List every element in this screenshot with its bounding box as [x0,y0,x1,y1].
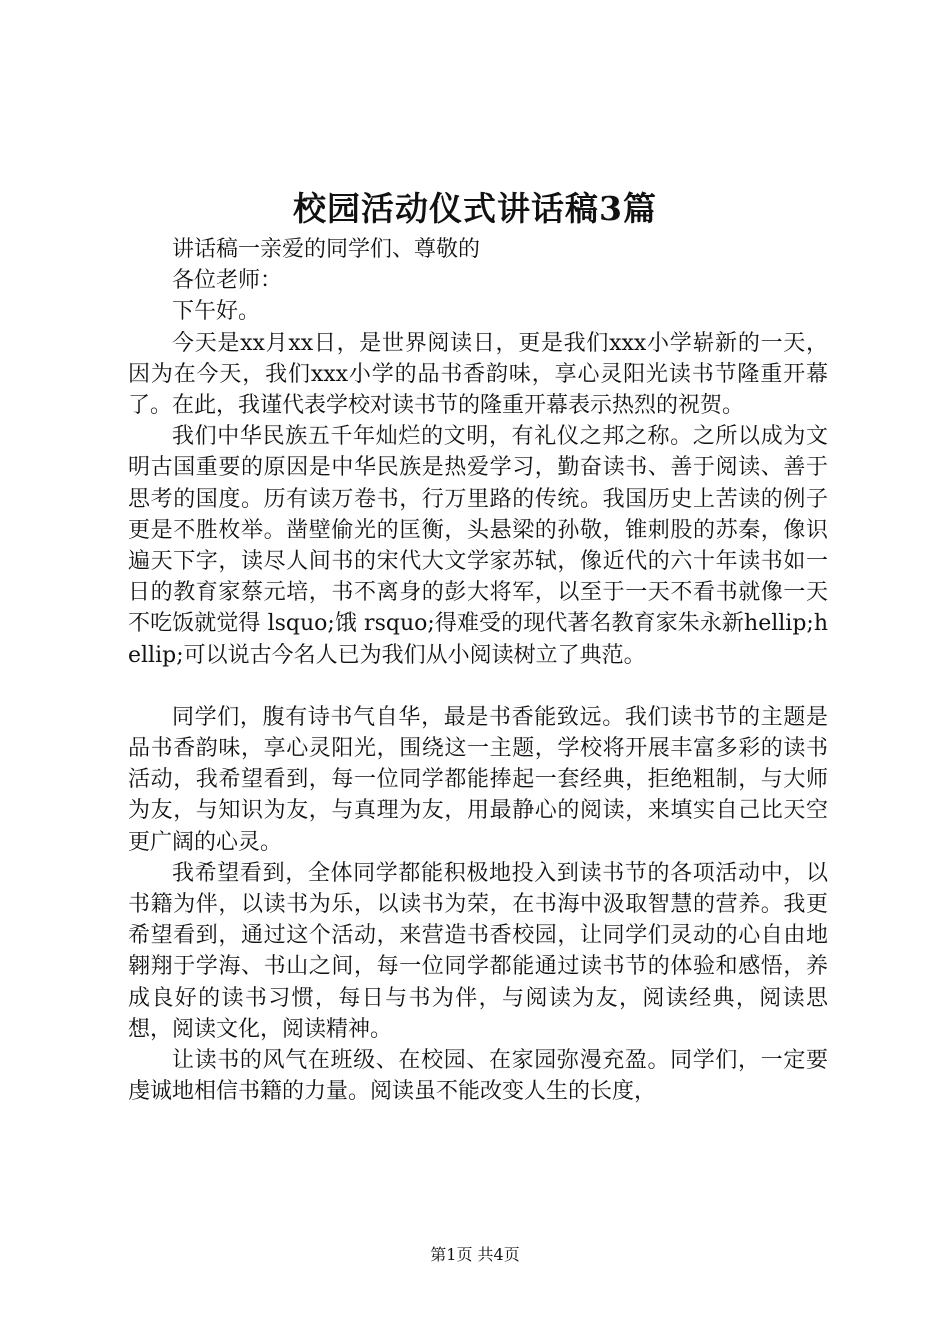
paragraph-greeting: 讲话稿一亲爱的同学们、尊敬的 [172,237,481,262]
page-number: 第1页 [430,1245,473,1264]
page-footer [0,1244,950,1266]
document-body [128,234,828,1107]
paragraph-hope: 我希望看到，全体同学都能积极地投入到读书节的各项活动中，以书籍为伴，以读书为乐，以读书为荣，在书海中汲取智慧的营养。我更希望看到，通过这个活动，来营造书香校园，让同学们灵动的心自由地翱翔于学海、书山之间，每一位同学都能通过读书节的体验和感悟，养成良好的读书习惯，每日与书为伴，与阅读为友，阅读经典，阅读思想，阅读文化，阅读精神。 [128,860,828,1042]
paragraph-salutation: 下午好。 [172,299,261,325]
paragraph-atmosphere: 让读书的风气在班级、在校园、在家园弥漫充盈。同学们，一定要虔诚地相信书籍的力量。阅读虽不能改变人生的长度， [128,1048,828,1105]
page-total: 共4页 [477,1245,520,1264]
paragraph-opening: 今天是xx月xx日，是世界阅读日，更是我们xxx小学崭新的一天，因为在今天，我们xxx小学的品书香韵味，享心灵阳光读书节隆重开幕了。在此，我谨代表学校对读书节的隆重开幕表示热烈的祝贺。 [128,330,828,419]
paragraph-addressee: 各位老师： [172,268,283,294]
document-title: 校园活动仪式讲话稿3篇 [293,189,657,228]
paragraph-history: 我们中华民族五千年灿烂的文明，有礼仪之邦之称。之所以成为文明古国重要的原因是中华民族是热爱学习，勤奋读书、善于阅读、善于思考的国度。历有读万卷书，行万里路的传统。我国历史上苦读的例子更是不胜枚举。凿壁偷光的匡衡，头悬梁的孙敬，锥刺股的苏秦，像识遍天下字，读尽人间书的宋代大文学家苏轼，像近代的六十年读书如一日的教育家蔡元培，书不离身的彭大将军，以至于一天不看书就像一天不吃饭就觉得 lsquo;饿 rsquo;得难受的现代著名教育家朱永新hellip;hellip;可以说古今名人已为我们从小阅读树立了典范。 [128,424,828,668]
paragraph-theme: 同学们，腹有诗书气自华，最是书香能致远。我们读书节的主题是品书香韵味，享心灵阳光，围绕这一主题，学校将开展丰富多彩的读书活动，我希望看到，每一位同学都能捧起一套经典，拒绝粗制，与大师为友，与知识为友，与真理为友，用最静心的阅读，来填实自己比天空更广阔的心灵。 [128,704,828,855]
